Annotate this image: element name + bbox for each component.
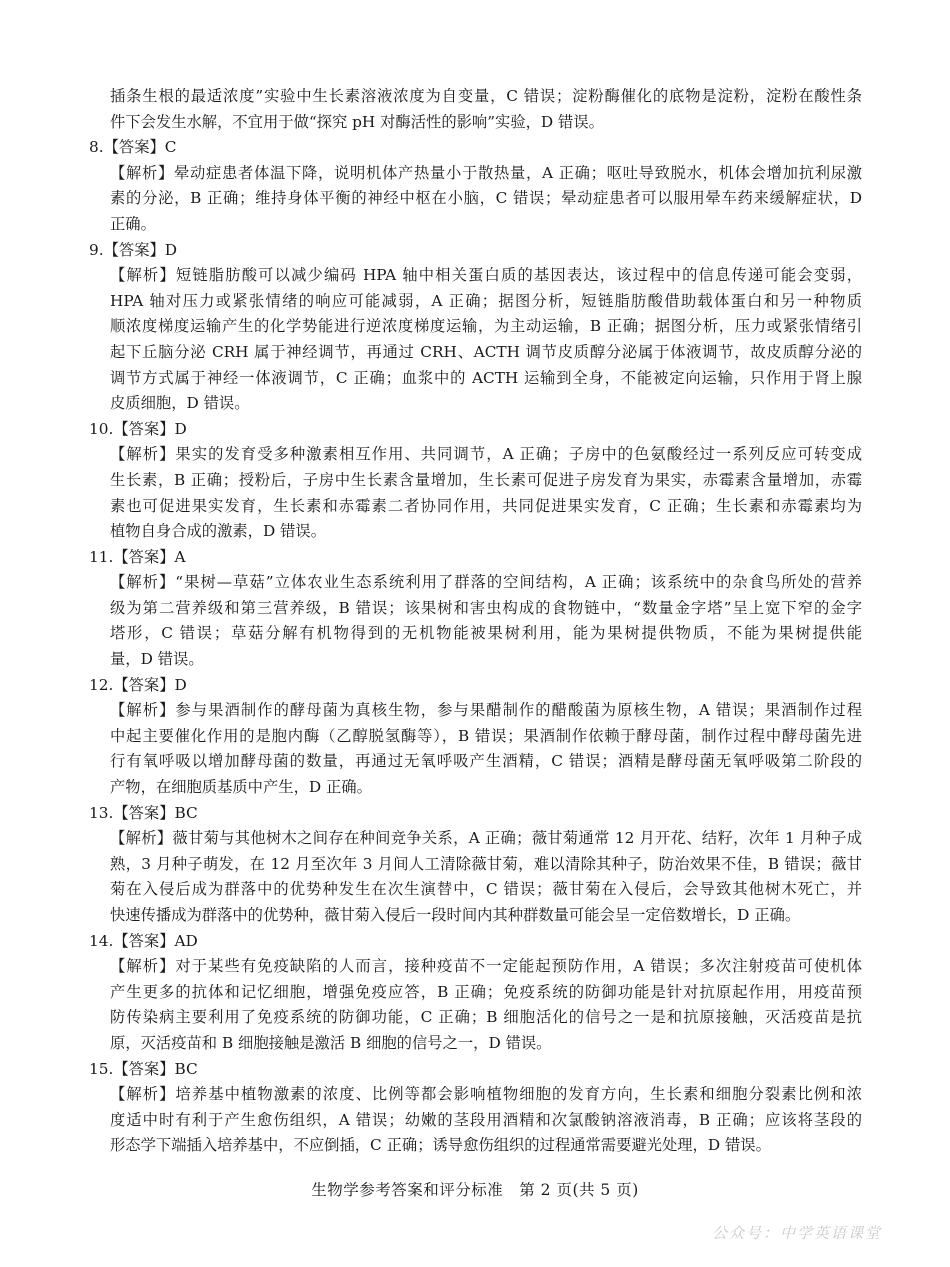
text-line: 调节方式属于神经一体液调节，C 正确；血浆中的 ACTH 运输到全身，不能被定向运输，只作用于肾上腺 bbox=[110, 368, 862, 387]
answer-heading: 12.【答案】D bbox=[89, 675, 187, 694]
answer-heading: 8.【答案】C bbox=[89, 138, 177, 157]
explanation-11 bbox=[0, 570, 950, 672]
text-line: 起下丘脑分泌 CRH 属于神经调节，再通过 CRH、ACTH 调节皮质醇分泌属于体液调节，故皮质醇分泌的 bbox=[110, 342, 862, 361]
text-line: 正确。 bbox=[110, 214, 156, 233]
text-line: 塔形，C 错误；草菇分解有机物得到的无机物能被果树利用，能为果树提供物质，不能为果树提供能 bbox=[110, 624, 862, 643]
watermark: 公众号：中学英语课堂 bbox=[711, 1224, 882, 1242]
text-line: 量，D 错误。 bbox=[110, 650, 204, 669]
text-line: 件下会发生水解，不宜用于做“探究 pH 对酶活性的影响”实验，D 错误。 bbox=[110, 112, 604, 131]
text-line: 原，灭活疫苗和 B 细胞接触是激活 B 细胞的信号之一，D 错误。 bbox=[110, 1033, 552, 1052]
answer-heading: 11.【答案】A bbox=[89, 547, 186, 566]
answer-heading-15 bbox=[0, 1057, 950, 1083]
answer-heading: 13.【答案】BC bbox=[89, 803, 198, 822]
answer-heading-10 bbox=[0, 417, 950, 443]
answer-heading: 14.【答案】AD bbox=[89, 931, 198, 950]
text-line: 级为第二营养级和第三营养级，B 错误；该果树和害虫构成的食物链中，“数量金字塔”呈上宽下窄的金字 bbox=[110, 598, 862, 617]
text-line: 度适中时有利于产生愈伤组织，A 错误；幼嫩的茎段用酒精和次氯酸钠溶液消毒，B 正确；应该将茎段的 bbox=[110, 1110, 862, 1129]
text-line: 产物，在细胞质基质中产生，D 正确。 bbox=[110, 778, 372, 797]
text-line: 【解析】短链脂肪酸可以减少编码 HPA 轴中相关蛋白质的基因表达，该过程中的信息传递可能会变弱， bbox=[110, 266, 862, 285]
answer-heading: 9.【答案】D bbox=[89, 240, 178, 259]
explanation-12 bbox=[0, 698, 950, 800]
page-footer: 生物学参考答案和评分标准 第 2 页(共 5 页) bbox=[311, 1181, 639, 1199]
text-line: 快速传播成为群落中的优势种，薇甘菊入侵后一段时间内其种群数量可能会呈一定倍数增长，D 正确。 bbox=[110, 906, 801, 924]
text-line: 插条生根的最适浓度”实验中生长素溶液浓度为自变量，C 错误；淀粉酶催化的底物是淀粉，淀粉在酸性条 bbox=[110, 87, 862, 105]
explanation-9 bbox=[0, 263, 950, 417]
explanation-13 bbox=[0, 826, 950, 928]
explanation-10 bbox=[0, 442, 950, 544]
text-line: 菊在入侵后成为群落中的优势种发生在次生演替中，C 错误；薇甘菊在入侵后，会导致其他树木死亡，并 bbox=[110, 880, 862, 899]
text-line: 产生更多的抗体和记忆细胞，增强免疫应答，B 正确；免疫系统的防御功能是针对抗原起作用，用疫苗预 bbox=[110, 982, 862, 1001]
explanation-8 bbox=[0, 161, 950, 238]
explanation-14 bbox=[0, 954, 950, 1056]
answer-heading-11 bbox=[0, 545, 950, 571]
answer-heading: 10.【答案】D bbox=[89, 419, 187, 438]
text-line: 防传染病主要利用了免疫系统的防御功能，C 正确；B 细胞活化的信号之一是和抗原接触，灭活疫苗是抗 bbox=[110, 1008, 862, 1027]
text-line: 生长素，B 正确；授粉后，子房中生长素含量增加，生长素可促进子房发育为果实，赤霉素含量增加，赤霉 bbox=[110, 470, 862, 489]
text-line: 顺浓度梯度运输产生的化学势能进行逆浓度梯度运输，为主动运输，B 正确；据图分析，压力或紧张情绪引 bbox=[110, 317, 862, 336]
answer-heading-13 bbox=[0, 801, 950, 827]
text-line: 皮质细胞，D 错误。 bbox=[110, 394, 250, 413]
text-line: 【解析】果实的发育受多种激素相互作用、共同调节，A 正确；子房中的色氨酸经过一系列反应可转变成 bbox=[110, 445, 862, 464]
text-line: 行有氧呼吸以增加酵母菌的数量，再通过无氧呼吸产生酒精，C 错误；酒精是酵母菌无氧呼吸第二阶段的 bbox=[110, 752, 862, 771]
answer-heading-12 bbox=[0, 673, 950, 699]
answer-heading-14 bbox=[0, 929, 950, 955]
text-line: 形态学下端插入培养基中，不应倒插，C 正确；诱导愈伤组织的过程通常需要避光处理，D 错误。 bbox=[110, 1136, 771, 1155]
text-line: 【解析】晕动症患者体温下降，说明机体产热量小于散热量，A 正确；呕吐导致脱水，机体会增加抗利尿激 bbox=[110, 163, 862, 182]
text-line: 【解析】培养基中植物激素的浓度、比例等都会影响植物细胞的发育方向，生长素和细胞分裂素比例和浓 bbox=[110, 1085, 862, 1104]
answer-heading-8 bbox=[0, 135, 950, 161]
text-line: 中起主要催化作用的是胞内酶（乙醇脱氢酶等），B 错误；果酒制作依赖于酵母菌，制作过程中酵母菌先进 bbox=[110, 726, 862, 745]
text-line: HPA 轴对压力或紧张情绪的响应可能减弱，A 正确；据图分析，短链脂肪酸借助载体蛋白和另一种物质 bbox=[110, 291, 862, 310]
answer-heading-9 bbox=[0, 238, 950, 264]
text-line: 【解析】“果树—草菇”立体农业生态系统利用了群落的空间结构，A 正确；该系统中的杂食鸟所处的营养 bbox=[110, 573, 862, 592]
text-line: 【解析】参与果酒制作的酵母菌为真核生物，参与果醋制作的醋酸菌为原核生物，A 错误；果酒制作过程 bbox=[110, 701, 862, 720]
text-line: 【解析】对于某些有免疫缺陷的人而言，接种疫苗不一定能起预防作用，A 错误；多次注射疫苗可使机体 bbox=[110, 957, 862, 976]
intro-paragraph bbox=[0, 84, 950, 135]
text-line: 植物自身合成的激素，D 错误。 bbox=[110, 522, 326, 541]
text-line: 熟，3 月种子萌发，在 12 月至次年 3 月间人工清除薇甘菊，难以清除其种子，防治效果不佳，B 错误；薇甘 bbox=[110, 854, 862, 873]
text-line: 素也可促进果实发育，生长素和赤霉素二者协同作用，共同促进果实发育，C 正确；生长素和赤霉素均为 bbox=[110, 496, 862, 515]
answer-heading: 15.【答案】BC bbox=[89, 1059, 198, 1078]
text-line: 素的分泌，B 正确；维持身体平衡的神经中枢在小脑，C 错误；晕动症患者可以服用晕车药来缓解症状，D bbox=[110, 189, 862, 208]
text-line: 【解析】薇甘菊与其他树木之间存在种间竞争关系，A 正确；薇甘菊通常 12 月开花、结籽，次年 1 月种子成 bbox=[110, 829, 862, 848]
explanation-15 bbox=[0, 1082, 950, 1159]
